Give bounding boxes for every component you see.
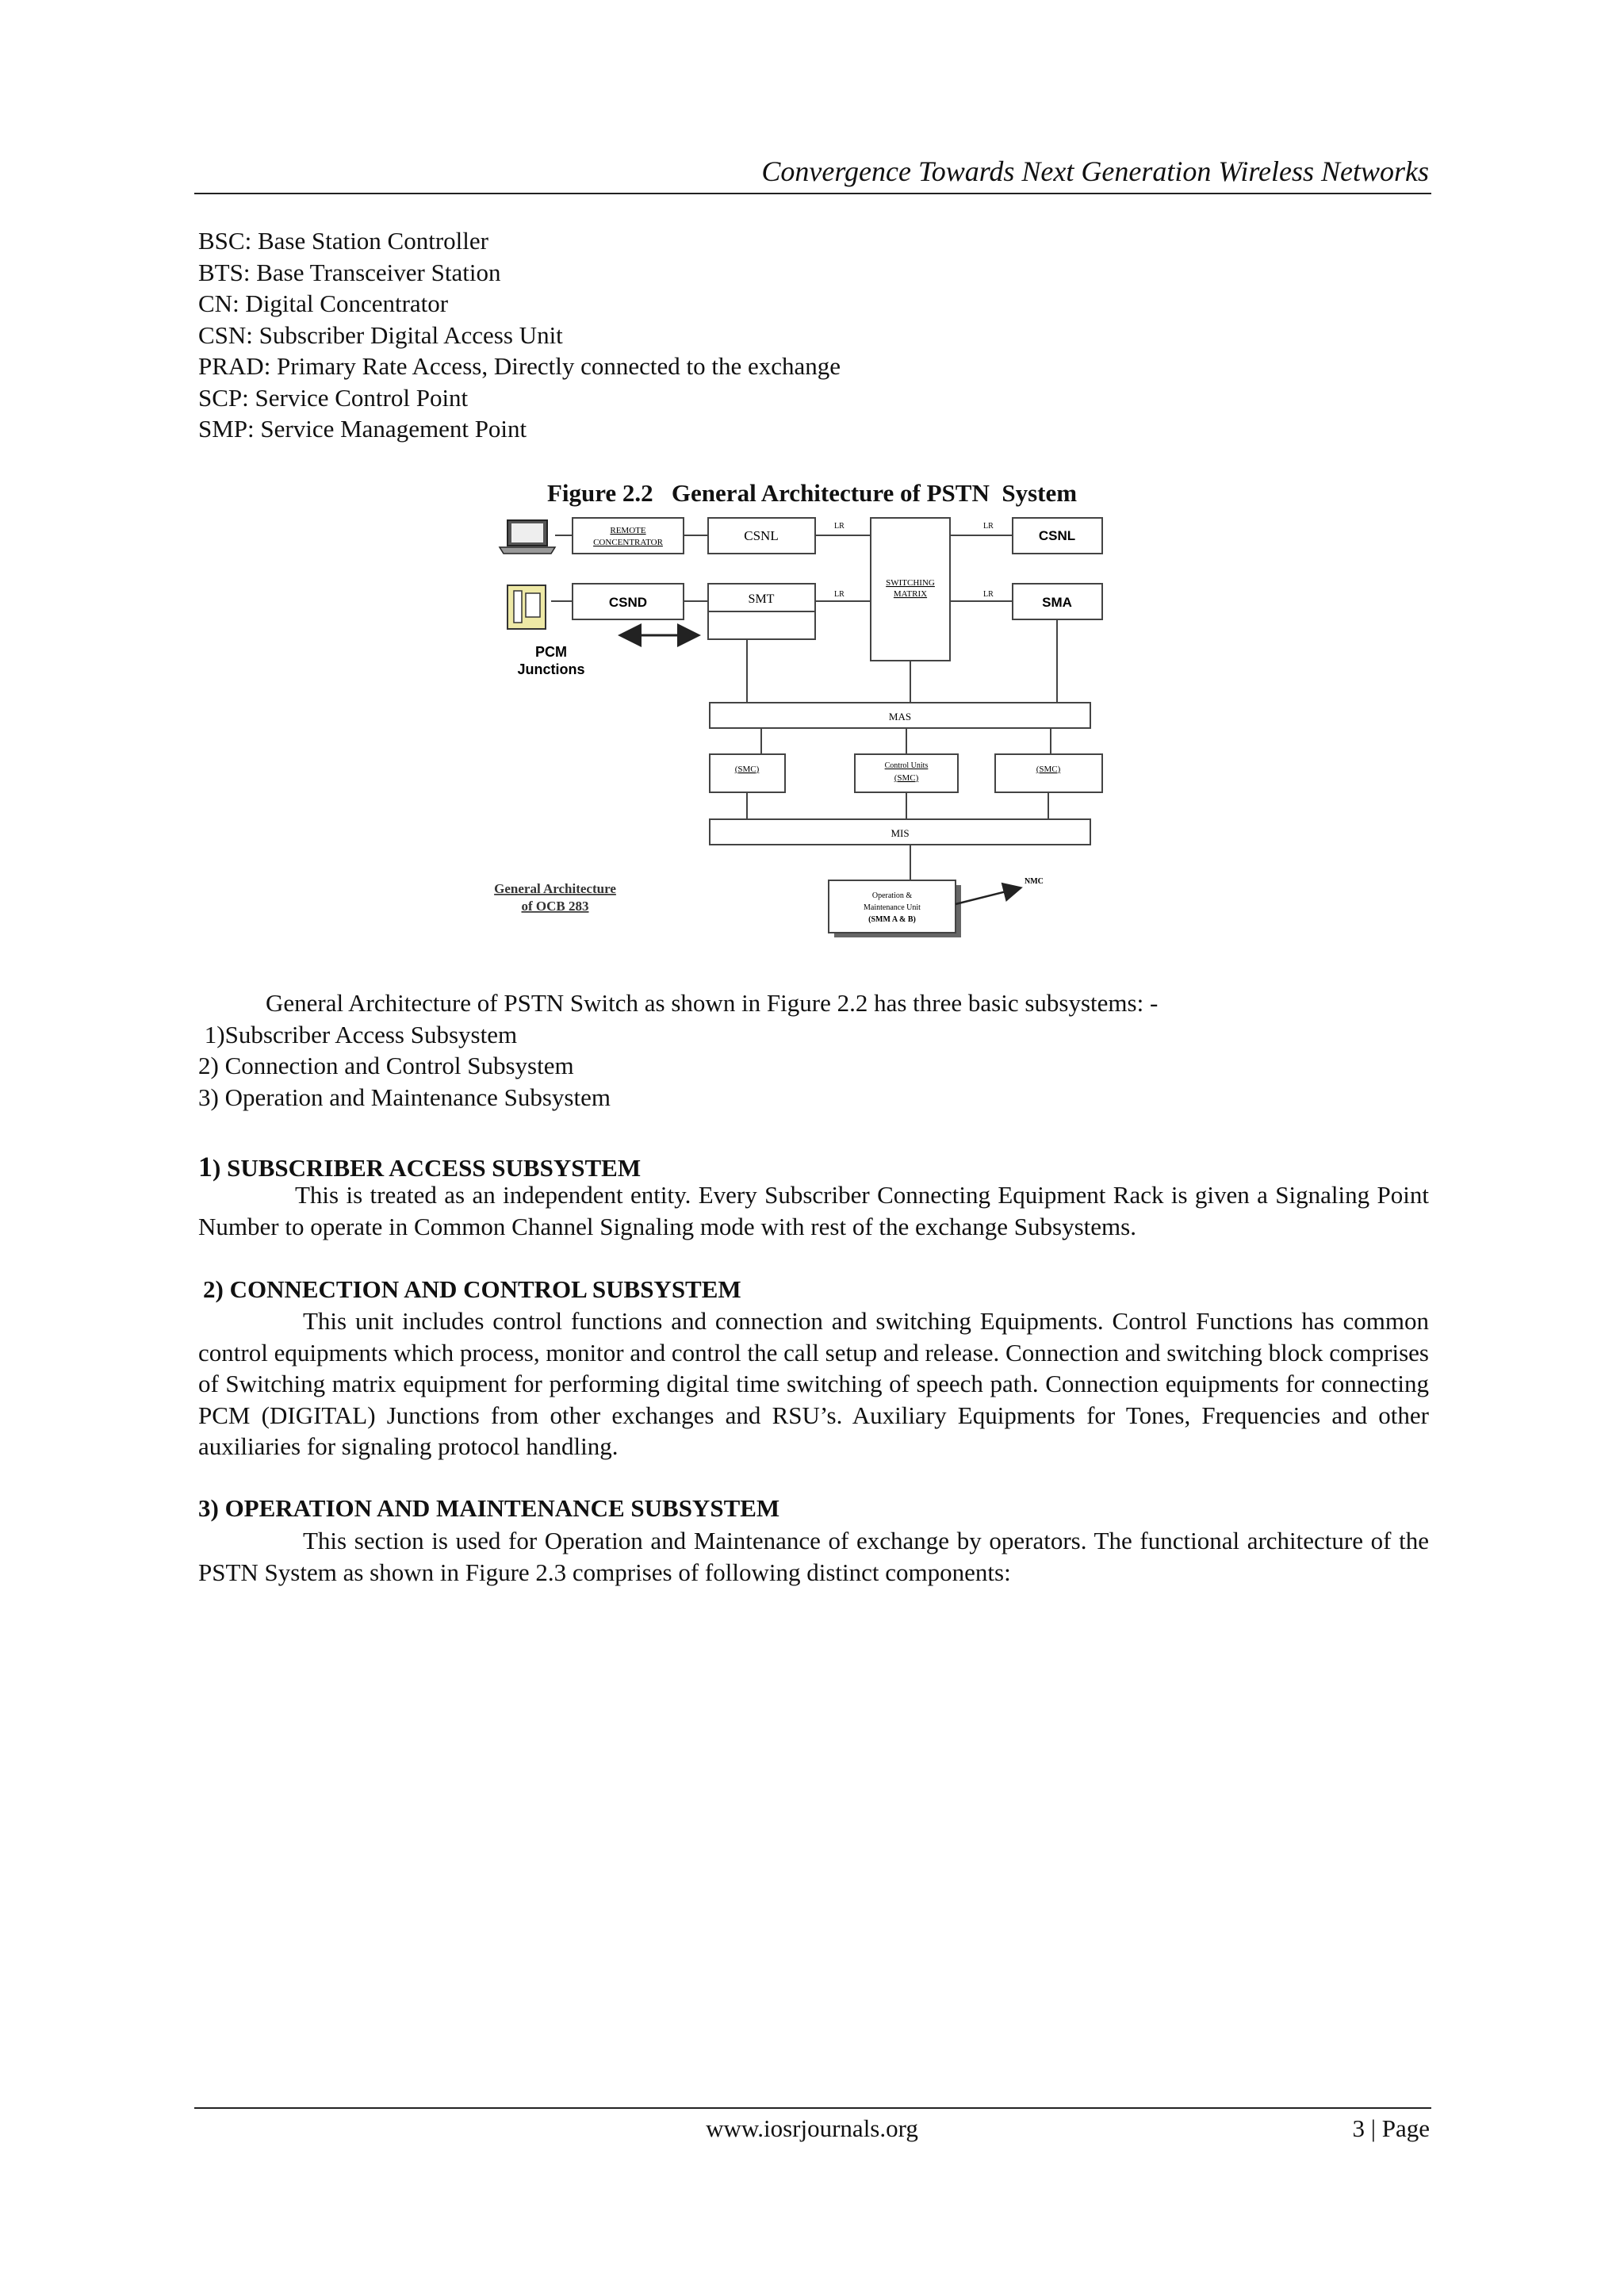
pcm-label-2: Junctions xyxy=(517,661,585,677)
laptop-icon xyxy=(500,520,555,554)
abbreviation-item: CN: Digital Concentrator xyxy=(198,289,449,317)
footer-rule xyxy=(194,2107,1431,2109)
mas-bus xyxy=(710,703,1090,728)
nmc-label: NMC xyxy=(1025,877,1044,886)
abbreviation-item: PRAD: Primary Rate Access, Directly connected to the exchange xyxy=(198,352,841,380)
section-body: This is treated as an independent entity. Every Subscriber Connecting Equipment Rack is given a Signaling Point Number to operate in Common Channel Signaling mode with rest of the exchange Subsystems. xyxy=(198,1181,1429,1240)
abbreviation-list xyxy=(198,225,841,445)
lr-label: LR xyxy=(834,522,845,531)
smt-label: SMT xyxy=(748,592,775,606)
remote-label-2: CONCENTRATOR xyxy=(593,538,663,547)
smc-left-box xyxy=(710,754,785,792)
csnd-label: CSND xyxy=(608,595,648,610)
subsystem-list-item: 2) Connection and Control Subsystem xyxy=(198,1052,574,1079)
switching-matrix-box xyxy=(871,518,950,661)
mis-label: MIS xyxy=(891,827,910,839)
om-label-3: (SMM A & B) xyxy=(868,915,916,924)
section-heading xyxy=(198,1150,641,1183)
abbreviation-item: BSC: Base Station Controller xyxy=(198,227,488,255)
operation-maintenance-box xyxy=(829,880,961,937)
smc-left-label: (SMC) xyxy=(734,765,760,774)
control-label-2: (SMC) xyxy=(894,773,919,783)
page-number: 3 | Page xyxy=(1352,2114,1430,2142)
pstn-architecture-diagram xyxy=(492,514,1118,942)
smt-box xyxy=(708,584,815,639)
section-body: This unit includes control functions and connection and switching Equipments. Control Functions has common control equipments which process, monitor and control the call setup and release. Connection and switching block comprises of Switching matrix equipment for performing digital time switching of speech path. Connection equipments for connecting PCM (DIGITAL) Junctions from other exchanges and RSU’s. Auxiliary Equipments for Tones, Frequencies and other auxiliaries for signaling protocol handling. xyxy=(198,1307,1429,1460)
nmc-arrow xyxy=(956,888,1019,904)
section-number: 1 xyxy=(198,1151,213,1182)
control-label-1: Control Units xyxy=(884,761,929,770)
intro-paragraph: General Architecture of PSTN Switch as shown in Figure 2.2 has three basic subsystems: - xyxy=(266,989,1159,1017)
section-heading: 3) OPERATION AND MAINTENANCE SUBSYSTEM xyxy=(198,1494,780,1522)
smc-right-label: (SMC) xyxy=(1036,765,1061,774)
csnd-box xyxy=(573,584,684,619)
telephone-icon xyxy=(508,585,546,629)
mis-bus xyxy=(710,819,1090,845)
smc-right-box xyxy=(995,754,1102,792)
remote-label-1: REMOTE xyxy=(610,526,646,535)
abbreviation-item: BTS: Base Transceiver Station xyxy=(198,258,501,286)
csnl-left-box xyxy=(708,518,815,554)
csnl-left-label: CSNL xyxy=(744,528,779,543)
switching-label-2: MATRIX xyxy=(893,589,928,599)
subsystem-list-item: 1)Subscriber Access Subsystem xyxy=(198,1020,518,1048)
csnl-right-label: CSNL xyxy=(1038,528,1076,543)
control-units-box xyxy=(855,754,958,792)
switching-label-1: SWITCHING xyxy=(886,578,935,588)
header-rule xyxy=(194,193,1431,194)
abbreviation-item: SMP: Service Management Point xyxy=(198,415,527,443)
intro-block xyxy=(198,987,1429,1113)
abbreviation-item: CSN: Subscriber Digital Access Unit xyxy=(198,320,563,349)
lr-label: LR xyxy=(834,590,845,599)
running-header: Convergence Towards Next Generation Wireless Networks xyxy=(761,155,1429,187)
lr-label: LR xyxy=(983,522,994,531)
om-label-2: Maintenance Unit xyxy=(864,903,921,912)
subsystem-list-item: 3) Operation and Maintenance Subsystem xyxy=(198,1083,611,1111)
sma-box xyxy=(1013,584,1102,619)
section-heading: 2) CONNECTION AND CONTROL SUBSYSTEM xyxy=(203,1275,741,1303)
section-body: This section is used for Operation and Maintenance of exchange by operators. The functional architecture of the PSTN System as shown in Figure 2.3 comprises of following distinct components: xyxy=(198,1527,1429,1586)
ocb-caption-1: General Architecture xyxy=(494,881,616,896)
csnl-right-box xyxy=(1013,518,1102,554)
figure-caption: Figure 2.2 General Architecture of PSTN System xyxy=(546,479,1078,507)
abbreviation-item: SCP: Service Control Point xyxy=(198,383,469,412)
om-label-1: Operation & xyxy=(871,891,913,900)
sma-label: SMA xyxy=(1042,595,1072,610)
remote-concentrator-box xyxy=(573,518,684,554)
lr-label: LR xyxy=(983,590,994,599)
ocb-caption-2: of OCB 283 xyxy=(521,899,589,914)
pcm-label-1: PCM xyxy=(535,644,567,660)
journal-url: www.iosrjournals.org xyxy=(706,2114,918,2142)
mas-label: MAS xyxy=(888,711,912,723)
section-title: ) SUBSCRIBER ACCESS SUBSYSTEM xyxy=(213,1154,642,1182)
